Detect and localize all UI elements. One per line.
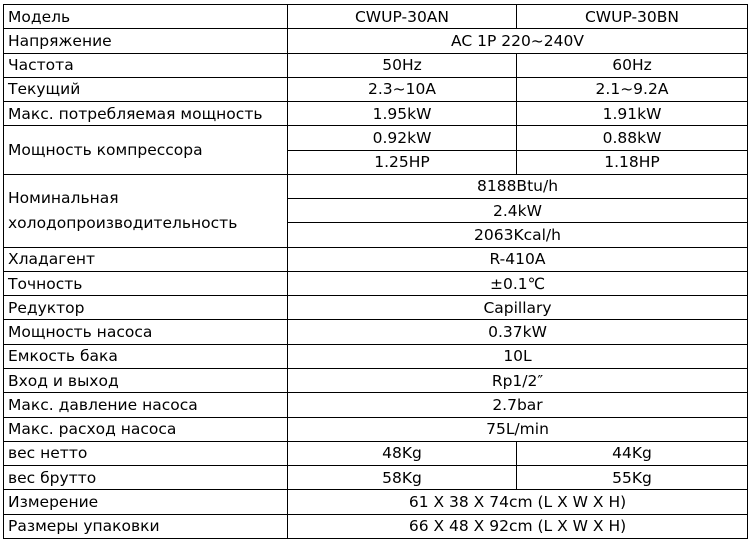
package-label: Размеры упаковки [4, 514, 288, 538]
max-power-label: Макс. потребляемая мощность [4, 102, 288, 126]
compressor-label: Мощность компрессора [4, 126, 288, 175]
net-weight-b: 44Kg [517, 441, 748, 465]
net-weight-a: 48Kg [288, 441, 517, 465]
gross-weight-a: 58Kg [288, 466, 517, 490]
pump-flow-label: Макс. расход насоса [4, 417, 288, 441]
row-gross-weight [4, 466, 748, 490]
compressor-kw-a: 0.92kW [288, 126, 517, 150]
precision-value: ±0.1℃ [288, 271, 748, 295]
precision-label: Точность [4, 271, 288, 295]
row-net-weight [4, 441, 748, 465]
cooling-kcal: 2063Kcal/h [288, 223, 748, 247]
row-max-power [4, 102, 748, 126]
pump-power-value: 0.37kW [288, 320, 748, 344]
row-tank [4, 344, 748, 368]
tank-label: Емкость бака [4, 344, 288, 368]
current-a: 2.3~10A [288, 77, 517, 101]
model-b: CWUP-30BN [517, 5, 748, 29]
compressor-hp-a: 1.25HP [288, 150, 517, 174]
frequency-a: 50Hz [288, 53, 517, 77]
voltage-value: AC 1P 220~240V [288, 29, 748, 53]
model-a: CWUP-30AN [288, 5, 517, 29]
row-reducer [4, 296, 748, 320]
reducer-label: Редуктор [4, 296, 288, 320]
pump-pressure-value: 2.7bar [288, 393, 748, 417]
compressor-hp-b: 1.18HP [517, 150, 748, 174]
cooling-label: Номинальная холодопроизводительность [4, 174, 288, 247]
reducer-value: Capillary [288, 296, 748, 320]
gross-weight-label: вес брутто [4, 466, 288, 490]
row-pump-pressure [4, 393, 748, 417]
compressor-kw-b: 0.88kW [517, 126, 748, 150]
inlet-outlet-value: Rp1/2″ [288, 368, 748, 392]
row-frequency [4, 53, 748, 77]
frequency-b: 60Hz [517, 53, 748, 77]
dimension-value: 61 X 38 X 74cm (L X W X H) [288, 490, 748, 514]
row-model [4, 5, 748, 29]
row-package [4, 514, 748, 538]
tank-value: 10L [288, 344, 748, 368]
row-pump-power [4, 320, 748, 344]
row-pump-flow [4, 417, 748, 441]
cooling-kw: 2.4kW [288, 199, 748, 223]
max-power-b: 1.91kW [517, 102, 748, 126]
model-label: Модель [4, 5, 288, 29]
dimension-label: Измерение [4, 490, 288, 514]
package-value: 66 X 48 X 92cm (L X W X H) [288, 514, 748, 538]
cooling-btu: 8188Btu/h [288, 174, 748, 198]
max-power-a: 1.95kW [288, 102, 517, 126]
row-current [4, 77, 748, 101]
row-refrigerant [4, 247, 748, 271]
row-precision [4, 271, 748, 295]
net-weight-label: вес нетто [4, 441, 288, 465]
row-compressor-kw [4, 126, 748, 150]
current-label: Текущий [4, 77, 288, 101]
row-inlet-outlet [4, 368, 748, 392]
pump-power-label: Мощность насоса [4, 320, 288, 344]
voltage-label: Напряжение [4, 29, 288, 53]
frequency-label: Частота [4, 53, 288, 77]
row-dimension [4, 490, 748, 514]
inlet-outlet-label: Вход и выход [4, 368, 288, 392]
spec-table [3, 4, 748, 539]
pump-flow-value: 75L/min [288, 417, 748, 441]
row-voltage [4, 29, 748, 53]
current-b: 2.1~9.2A [517, 77, 748, 101]
row-cooling-btu [4, 174, 748, 198]
refrigerant-value: R-410A [288, 247, 748, 271]
refrigerant-label: Хладагент [4, 247, 288, 271]
gross-weight-b: 55Kg [517, 466, 748, 490]
pump-pressure-label: Макс. давление насоса [4, 393, 288, 417]
